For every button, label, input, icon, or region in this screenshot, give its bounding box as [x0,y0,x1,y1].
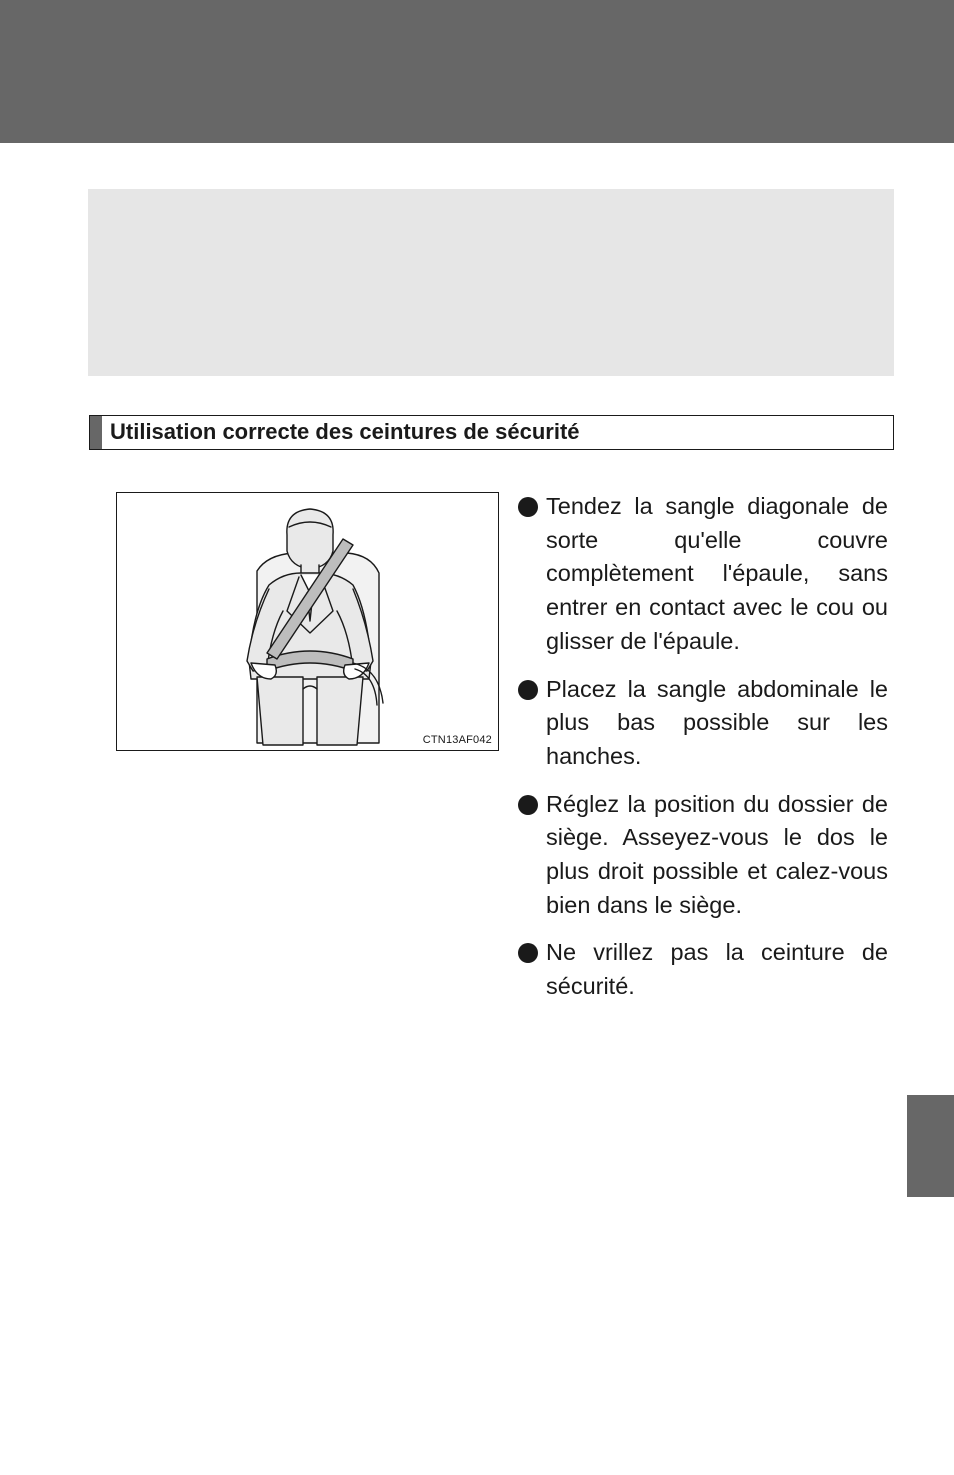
list-item [518,673,888,774]
bullet-text: Réglez la position du dossier de siège. Asseyez-vous le dos le plus droit possible et calez-vous bien dans le siège. [546,790,888,918]
list-item [518,788,888,923]
bullet-text: Placez la sangle abdominale le plus bas possible sur les hanches. [546,675,888,769]
list-item [518,936,888,1003]
section-header [89,415,894,450]
chapter-tab [907,1095,954,1197]
bullet-icon [518,795,538,815]
seatbelt-figure [116,492,499,751]
header-panel [88,189,894,376]
top-banner [0,0,954,143]
instruction-list [518,490,888,1018]
bullet-icon [518,943,538,963]
figure-code: CTN13AF042 [422,734,492,746]
list-item [518,490,888,659]
seated-person-seatbelt-icon [117,493,498,750]
bullet-icon [518,497,538,517]
section-title: Utilisation correcte des ceintures de sécurité [110,419,580,444]
section-marker [90,416,102,449]
bullet-icon [518,680,538,700]
bullet-text: Ne vrillez pas la ceinture de sécurité. [546,939,888,1000]
bullet-text: Tendez la sangle diagonale de sorte qu'elle couvre complètement l'épaule, sans entrer en contact avec le cou ou glisser de l'épaule. [546,493,888,654]
